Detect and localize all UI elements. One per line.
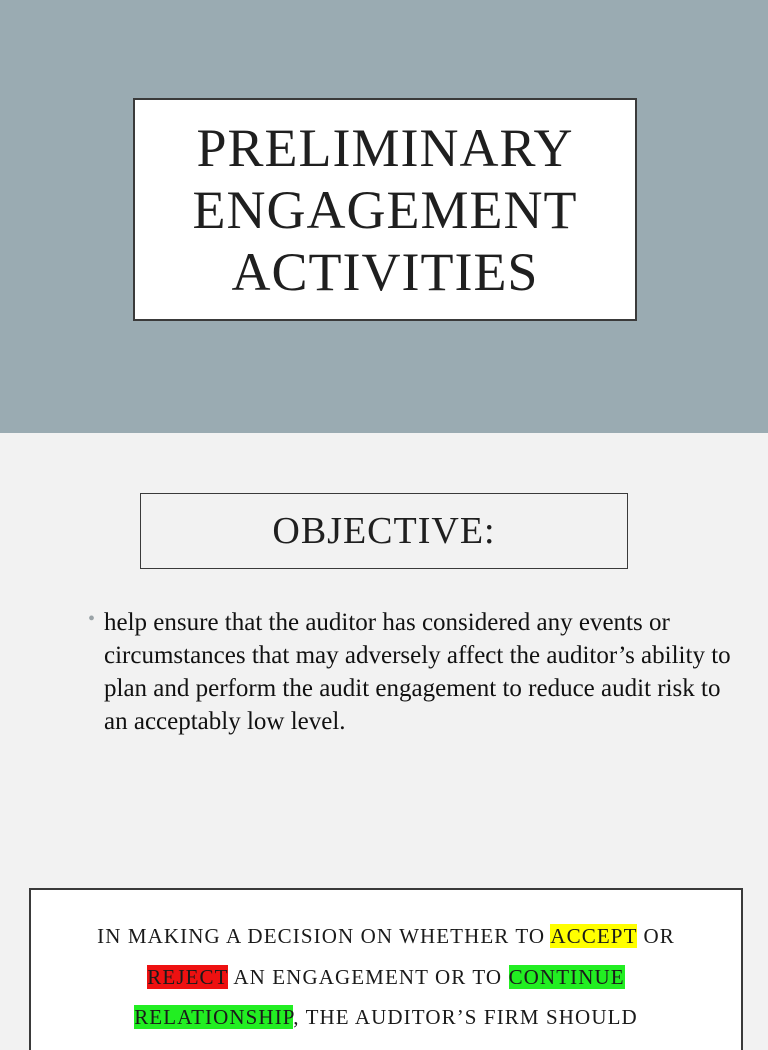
highlight-relationship: RELATIONSHIP [134,1005,294,1029]
highlight-accept: ACCEPT [550,924,638,948]
bullet-dot-icon: • [88,608,96,630]
slide-title [193,117,578,303]
objective-heading: OBJECTIVE: [140,493,628,569]
decision-slide [29,888,743,1050]
decision-paragraph [53,916,719,1038]
objective-slide [0,433,768,1029]
highlight-reject: REJECT [147,964,229,989]
bullet-list [88,606,748,738]
highlight-continue: CONTINUE [508,964,625,989]
bullet-item: help ensure that the auditor has considered any events or circumstances that may adversely affect the auditor’s ability to plan and perform the audit engagement to reduce audit risk to an acceptably low level. [104,609,731,735]
text-segment-2: OR [637,924,675,948]
title-slide [0,0,768,433]
title-line-1: PRELIMINARY [196,117,574,178]
title-line-3: ACTIVITIES [231,241,539,302]
title-line-2: ENGAGEMENT [192,179,578,240]
title-box [133,98,637,321]
text-segment-1: IN MAKING A DECISION ON WHETHER TO [97,924,551,948]
text-segment-4: , THE AUDITOR’S FIRM SHOULD [293,1005,638,1029]
text-segment-3: AN ENGAGEMENT OR TO [228,964,509,989]
